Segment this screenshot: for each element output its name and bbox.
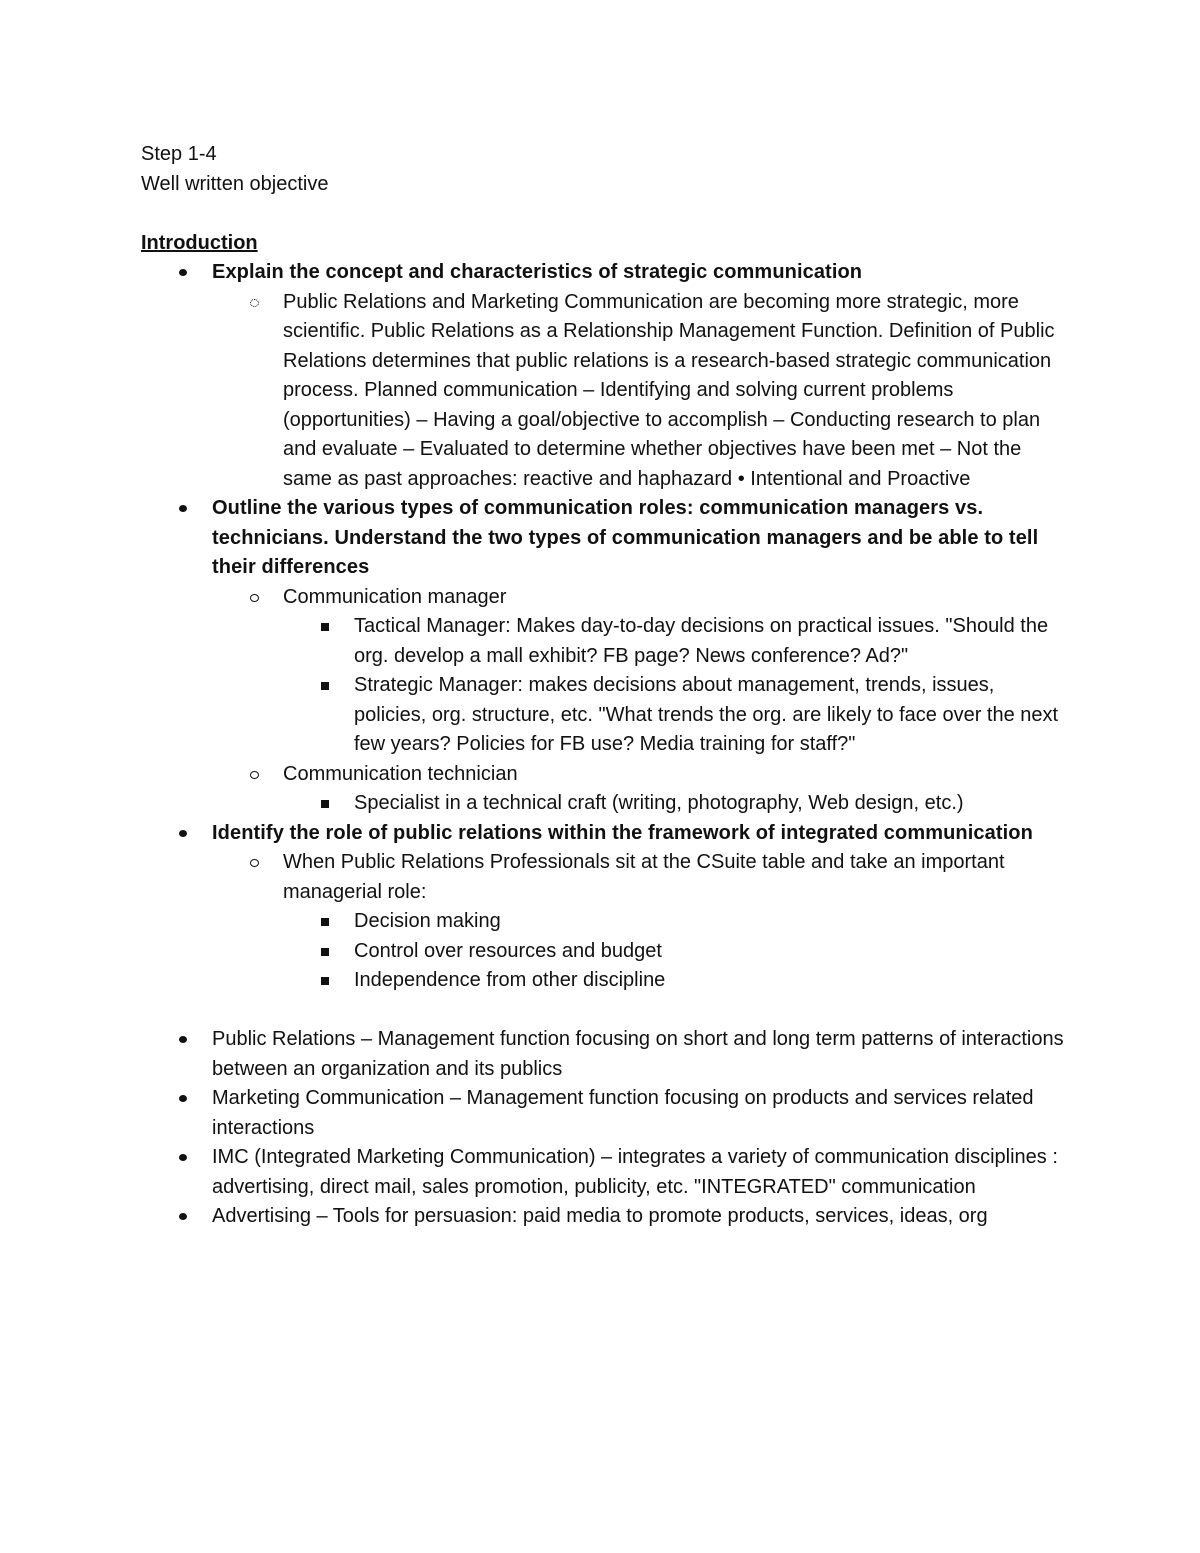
list-item: [212, 848, 1071, 996]
section-heading: Introduction: [141, 231, 258, 254]
circle-bullet: [212, 848, 283, 878]
document-body: [141, 140, 1071, 1232]
square-bullet: [283, 937, 354, 967]
list-item: [212, 583, 1071, 760]
list-item-text: When Public Relations Professionals sit at the CSuite table and take an important managerial role:: [283, 851, 1005, 903]
sub-sub-list: [283, 789, 1071, 819]
square-bullet: [283, 671, 354, 701]
definition-text: Advertising – Tools for persuasion: paid media to promote products, services, ideas, org: [212, 1205, 988, 1227]
disc-bullet: [141, 258, 212, 288]
list-item-text: Communication manager: [283, 585, 507, 608]
square-bullet: [283, 789, 354, 819]
objective-label: Well written objective: [141, 172, 329, 195]
sub-sub-list: [283, 612, 1071, 760]
square-bullet: [283, 612, 354, 642]
list-item: [283, 907, 1071, 937]
definitions-list: [141, 1025, 1071, 1232]
list-item-text: Communication technician: [283, 762, 518, 785]
list-item: [141, 258, 1071, 494]
list-item: [212, 288, 1071, 495]
disc-bullet: [141, 819, 212, 849]
sub-sub-list: [283, 907, 1071, 996]
list-item: [283, 966, 1071, 996]
sub-list: [212, 288, 1071, 495]
list-item: [212, 760, 1071, 819]
list-item: [141, 1202, 1071, 1232]
disc-bullet: [141, 1084, 212, 1114]
circle-bullet: [212, 760, 283, 790]
list-item: [141, 1143, 1071, 1202]
list-item-text: Tactical Manager: Makes day-to-day decisions on practical issues. "Should the org. develop a mall exhibit? FB page? News conference? Ad?": [354, 615, 1049, 667]
objective-title: Explain the concept and characteristics of strategic communication: [212, 261, 863, 283]
list-item: [283, 937, 1071, 967]
square-bullet: [283, 966, 354, 996]
step-label: Step 1-4: [141, 143, 217, 165]
list-item-text: Public Relations and Marketing Communication are becoming more strategic, more scientific. Public Relations as a Relationship Management Function. Definition of Public Relations determines that public relations is a research-based strategic communication process. Planned communication – Identifying and solving current problems (opportunities) – Having a goal/objective to accomplish – Conducting research to plan and evaluate – Evaluated to determine whether objectives have been met – Not the same as past approaches: reactive and haphazard • Intentional and Proactive: [283, 290, 1055, 490]
list-item-text: Decision making: [354, 910, 501, 932]
list-item: [283, 671, 1071, 760]
circle-bullet: [212, 583, 283, 613]
sub-list: [212, 583, 1071, 819]
definition-text: Marketing Communication – Management function focusing on products and services related interactions: [212, 1087, 1034, 1139]
list-item-text: Independence from other discipline: [354, 969, 666, 991]
dotted-circle-bullet: [212, 288, 283, 318]
list-item: [141, 1084, 1071, 1143]
list-item: [141, 494, 1071, 819]
list-item: [141, 819, 1071, 996]
definition-text: IMC (Integrated Marketing Communication) – integrates a variety of communication disciplines : advertising, direct mail, sales promotion, publicity, etc. "INTEGRATED" communication: [212, 1146, 1058, 1198]
blank-line: [141, 199, 1071, 229]
objective-title: Outline the various types of communication roles: communication managers vs. technicians. Understand the two types of communication managers and be able to tell their differences: [212, 497, 1039, 578]
sub-list: [212, 848, 1071, 996]
list-item-text: Strategic Manager: makes decisions about management, trends, issues, policies, org. structure, etc. "What trends the org. are likely to face over the next few years? Policies for FB use? Media training for staff?": [354, 674, 1059, 755]
objectives-list: [141, 258, 1071, 996]
disc-bullet: [141, 1025, 212, 1055]
definition-text: Public Relations – Management function focusing on short and long term patterns of interactions between an organization and its publics: [212, 1028, 1064, 1080]
list-item-text: Control over resources and budget: [354, 939, 662, 962]
objective-title: Identify the role of public relations within the framework of integrated communication: [212, 821, 1033, 844]
blank-line: [141, 996, 1071, 1026]
list-item: [283, 612, 1071, 671]
list-item: [141, 1025, 1071, 1084]
list-item-text: Specialist in a technical craft (writing, photography, Web design, etc.): [354, 792, 964, 814]
square-bullet: [283, 907, 354, 937]
disc-bullet: [141, 1202, 212, 1232]
disc-bullet: [141, 494, 212, 524]
list-item: [283, 789, 1071, 819]
disc-bullet: [141, 1143, 212, 1173]
